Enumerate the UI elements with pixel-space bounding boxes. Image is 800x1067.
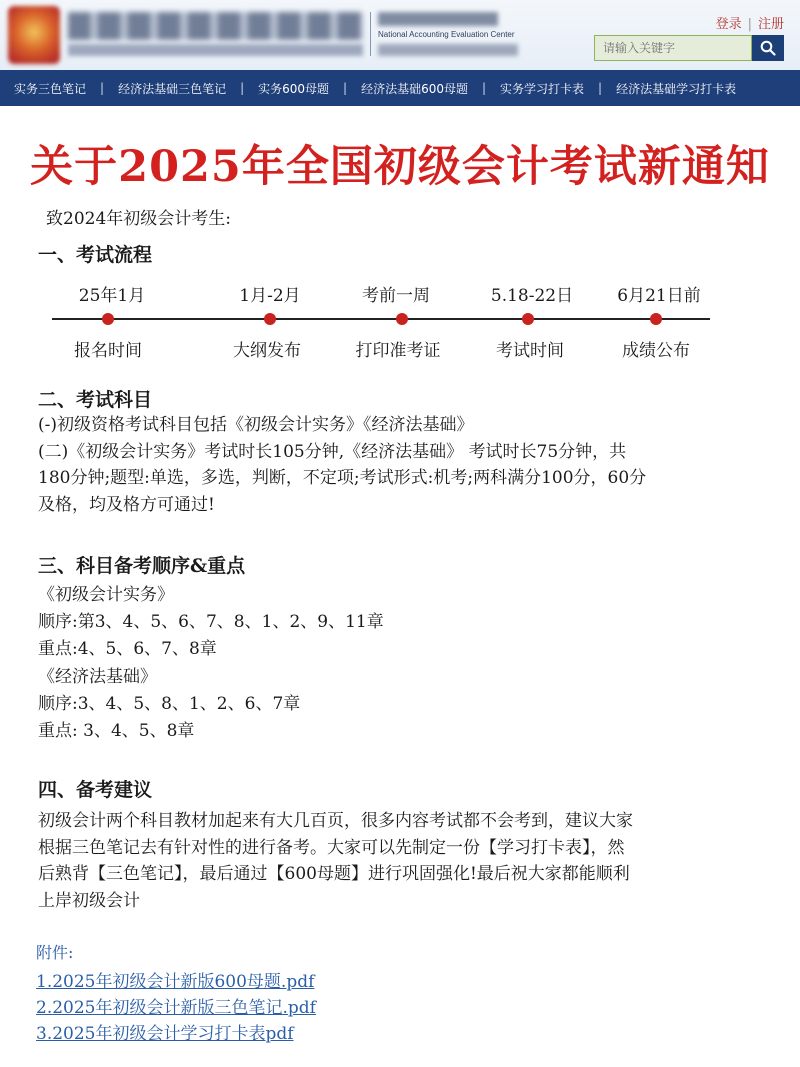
center-sub-blurred [378, 44, 518, 56]
auth-links [716, 13, 784, 32]
book-title-shiwu: 《初级会计实务》 [38, 585, 174, 605]
advice-paragraph [38, 808, 768, 914]
nav-separator: | [100, 81, 105, 95]
timeline-date: 1月-2月 [239, 286, 301, 306]
text-line: 初级会计两个科目教材加起来有大几百页，很多内容考试都不会考到，建议大家 [38, 811, 633, 831]
timeline-dot [264, 313, 276, 325]
text-line: 上岸初级会计 [38, 890, 140, 911]
timeline-event: 打印准考证 [355, 341, 441, 361]
text-line: 及格，均及格方可通过! [38, 494, 215, 515]
nav-item-shiwu-checkin[interactable]: 实务学习打卡表 [500, 81, 585, 96]
nav-separator: | [598, 81, 603, 95]
text-line: 后熟背【三色笔记】，最后通过【600母题】进行巩固强化!最后祝大家都能顺利 [38, 864, 630, 884]
focus-line: 重点:4、5、6、7、8章 [38, 639, 217, 660]
section-heading-subjects: 二、考试科目 [38, 389, 153, 411]
timeline-event: 报名时间 [74, 341, 142, 361]
timeline-event: 考试时间 [496, 341, 564, 361]
login-link[interactable]: 登录 [715, 17, 742, 32]
center-name-en: National Accounting Evaluation Center [378, 30, 515, 39]
focus-line: 重点: 3、4、5、8章 [38, 721, 195, 742]
site-header [0, 0, 800, 70]
attachment-link-600[interactable]: 1.2025年初级会计新版600母题.pdf [36, 972, 315, 992]
timeline-dot [522, 313, 534, 325]
attachment-link-notes[interactable]: 2.2025年初级会计新版三色笔记.pdf [36, 998, 316, 1018]
nav-item-jingjifa-notes[interactable]: 经济法基础三色笔记 [118, 81, 227, 96]
timeline-event: 大纲发布 [233, 341, 301, 361]
nav-separator: | [343, 81, 348, 95]
book-title-jingjifa: 《经济法基础》 [38, 666, 157, 687]
nav-item-jingjifa-600[interactable]: 经济法基础600母题 [361, 81, 468, 96]
emblem-logo [8, 6, 60, 64]
section-heading-process: 一、考试流程 [38, 244, 153, 266]
search-input[interactable] [594, 35, 752, 61]
timeline-date: 5.18-22日 [490, 286, 574, 306]
timeline-event: 成绩公布 [622, 341, 690, 361]
nav-separator: | [481, 81, 487, 95]
site-name-blurred [68, 12, 363, 40]
subjects-paragraph [38, 412, 768, 518]
text-line: (二)《初级会计实务》考试时长105分钟,《经济法基础》 考试时长75分钟，共 [38, 441, 627, 462]
order-list [38, 582, 768, 745]
order-line: 顺序:3、4、5、8、1、2、6、7章 [38, 693, 301, 714]
nav-item-shiwu-600[interactable]: 实务600母题 [258, 81, 330, 96]
timeline-dot [396, 313, 408, 325]
attachments-label: 附件: [36, 943, 74, 962]
timeline-line [52, 318, 710, 320]
page-title: 关于2025年全国初级会计考试新通知 [30, 142, 770, 192]
timeline-dot [102, 313, 114, 325]
register-link[interactable]: 注册 [757, 17, 784, 32]
auth-separator: | [747, 17, 752, 32]
site-name-en-blurred [68, 44, 363, 56]
nav-item-shiwu-notes[interactable]: 实务三色笔记 [14, 81, 87, 96]
attachment-link-checkin[interactable]: 3.2025年初级会计学习打卡表pdf [36, 1024, 294, 1044]
nav-item-jingjifa-checkin[interactable]: 经济法基础学习打卡表 [616, 81, 737, 96]
section-heading-order: 三、科目备考顺序&重点 [38, 555, 246, 577]
section-heading-advice: 四、备考建议 [38, 779, 153, 801]
center-name-blurred [378, 12, 498, 26]
timeline-date: 25年1月 [78, 286, 146, 306]
text-line: (-)初级资格考试科目包括《初级会计实务》《经济法基础》 [38, 415, 474, 435]
text-line: 根据三色笔记去有针对性的进行备考。大家可以先制定一份【学习打卡表】，然 [38, 837, 625, 858]
timeline-dot [650, 313, 662, 325]
greeting: 致2024年初级会计考生: [46, 209, 231, 229]
text-line: 180分钟;题型:单选，多选，判断，不定项;考试形式:机考;两科满分100分，60分 [38, 468, 647, 488]
search-icon [760, 40, 776, 56]
search-button[interactable] [752, 35, 784, 61]
order-line: 顺序:第3、4、5、6、7、8、1、2、9、11章 [38, 612, 384, 633]
timeline-date: 考前一周 [362, 286, 430, 306]
header-divider [370, 12, 371, 56]
nav-separator: | [240, 81, 245, 95]
main-nav [0, 70, 800, 106]
timeline-date: 6月21日前 [617, 286, 701, 306]
